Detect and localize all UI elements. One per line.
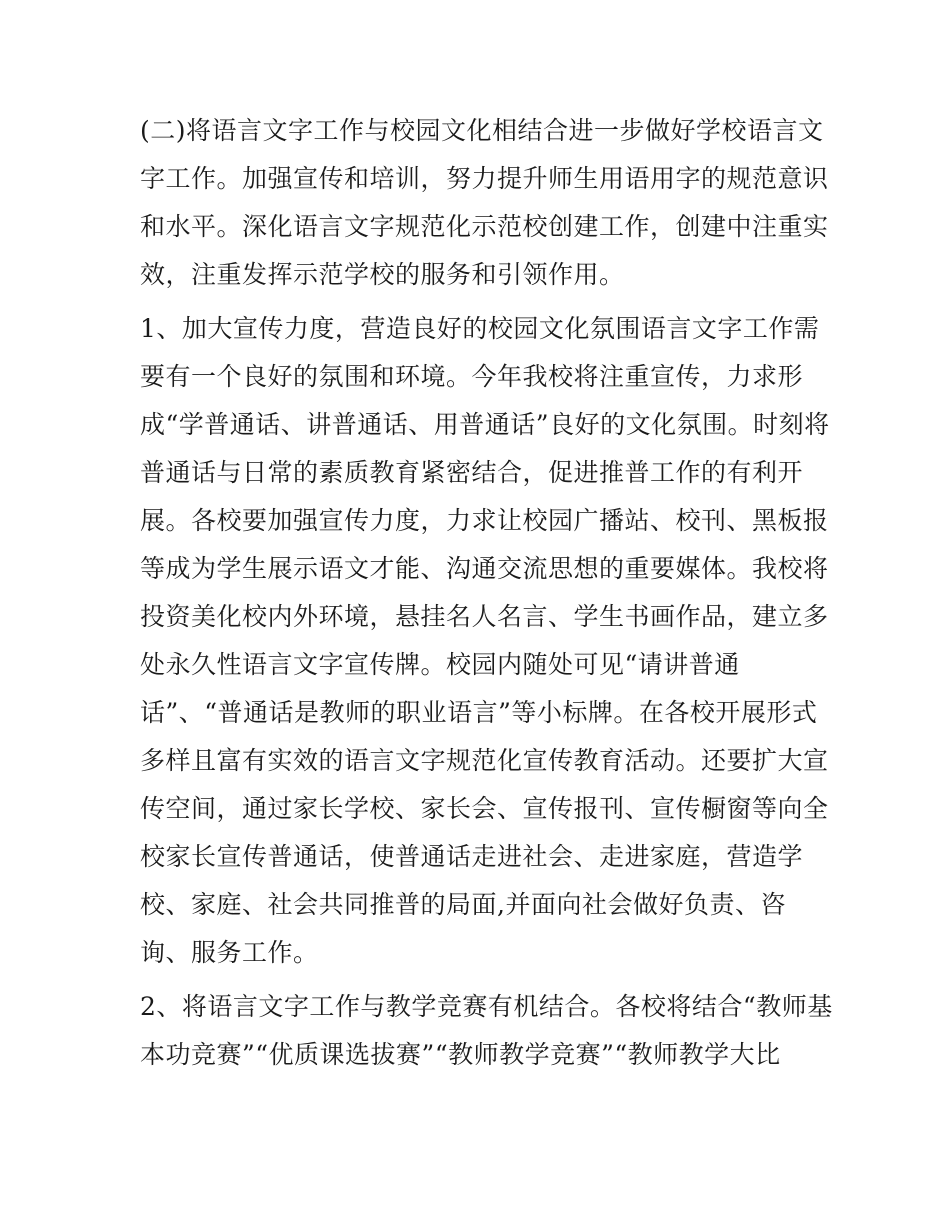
text-line: 字工作。加强宣传和培训，努力提升师生用语用字的规范意识 [140, 164, 829, 193]
text-line: 2、将语言文字工作与教学竞赛有机结合。各校将结合“教师基 [140, 992, 833, 1021]
text-line: 处永久性语言文字宣传牌。校园内随处可见“请讲普通 [140, 650, 740, 679]
paragraph-1 [140, 107, 830, 299]
body-text [140, 107, 833, 1079]
text-line: 校、家庭、社会共同推普的局面,并面向社会做好负责、咨 [140, 890, 786, 919]
text-line: 和水平。深化语言文字规范化示范校创建工作，创建中注重实 [140, 212, 829, 241]
text-line: 询、服务工作。 [140, 938, 319, 967]
text-line: 本功竞赛”“优质课选拔赛”“教师教学竞赛”“教师教学大比 [140, 1040, 781, 1069]
text-line: 多样且富有实效的语言文字规范化宣传教育活动。还要扩大宣 [140, 746, 829, 775]
text-line: (二)将语言文字工作与校园文化相结合进一步做好学校语言文 [140, 116, 824, 145]
paragraph-2 [140, 305, 830, 977]
paragraph-3 [140, 983, 833, 1079]
text-line: 话”、“普通话是教师的职业语言”等小标牌。在各校开展形式 [140, 698, 818, 727]
text-line: 成“学普通话、讲普通话、用普通话”良好的文化氛围。时刻将 [140, 410, 830, 439]
text-line: 效，注重发挥示范学校的服务和引领作用。 [140, 260, 625, 289]
text-line: 等成为学生展示语文才能、沟通交流思想的重要媒体。我校将 [140, 554, 829, 583]
text-line: 校家长宣传普通话，使普通话走进社会、走进家庭，营造学 [140, 842, 804, 871]
text-line: 投资美化校内外环境，悬挂名人名言、学生书画作品，建立多 [140, 602, 829, 631]
text-line: 普通话与日常的素质教育紧密结合，促进推普工作的有利开 [140, 458, 804, 487]
text-line: 展。各校要加强宣传力度，力求让校园广播站、校刊、黑板报 [140, 506, 829, 535]
text-line: 传空间，通过家长学校、家长会、宣传报刊、宣传橱窗等向全 [140, 794, 829, 823]
text-line: 1、加大宣传力度，营造良好的校园文化氛围语言文字工作需 [140, 314, 820, 343]
text-line: 要有一个良好的氛围和环境。今年我校将注重宣传，力求形 [140, 362, 804, 391]
